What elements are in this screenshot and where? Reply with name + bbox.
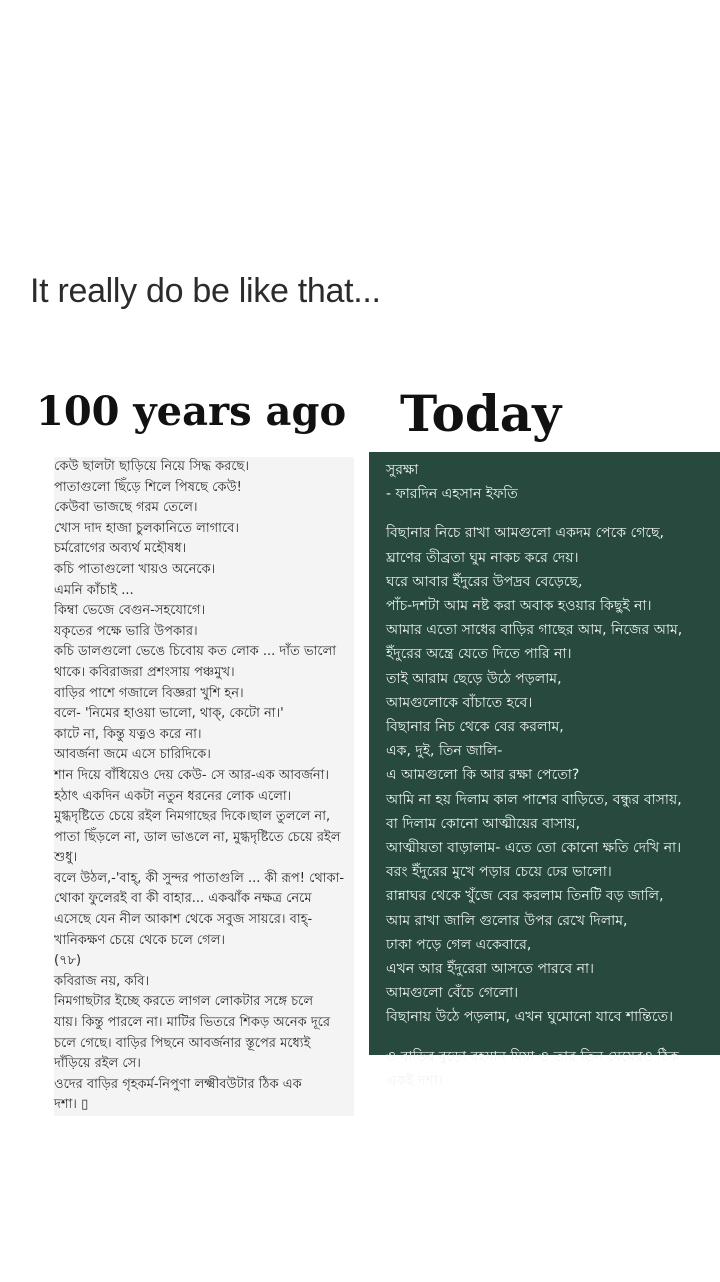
- poem-line: চলে গেছে। বাড়ির পিছনে আবর্জনার স্তূপের মধ্যেই: [54, 1035, 311, 1051]
- meme-caption: It really do be like that...: [30, 272, 381, 310]
- poem-line: কেউ ছালটা ছাড়িয়ে নিয়ে সিদ্ধ করছে।: [54, 459, 250, 474]
- poem-line: আমগুলোকে বাঁচাতে হবে।: [386, 694, 533, 711]
- poem-line: আমার এতো সাধের বাড়ির গাছের আম, নিজের আম,: [386, 622, 683, 639]
- poem-stanza-1: [386, 521, 720, 1029]
- old-poem-excerpt: [54, 457, 354, 1116]
- poem-line: পাতাগুলো ছিঁড়ে শিলে পিষছে কেউ!: [54, 479, 242, 495]
- poem-line: কচি ডালগুলো ভেঙে চিবোয় কত লোক ... দাঁত ভালো: [54, 644, 337, 660]
- poem-line: খানিকক্ষণ চেয়ে থেকে চলে গেল।: [54, 932, 226, 948]
- poem-line: নিমগাছটার ইচ্ছে করতে লাগল লোকটার সঙ্গে চলে: [54, 994, 314, 1010]
- poem-line: শান দিয়ে বাঁধিয়েও দেয় কেউ- সে আর-এক আবর্জনা।: [54, 767, 330, 783]
- poem-line: দাঁড়িয়ে রইল সে।: [54, 1056, 141, 1072]
- poem-line: এক, দুই, তিন জালি-: [386, 743, 503, 760]
- poem-line: চর্মরোগের অব্যর্থ মহৌষধ।: [54, 541, 187, 557]
- poem-line: কচি পাতাগুলো খায়ও অনেকে।: [54, 561, 216, 577]
- poem-line: আম রাখা জালি গুলোর উপর রেখে দিলাম,: [386, 912, 628, 929]
- poem-line: শুধু।: [54, 850, 78, 866]
- poem-line: তাই আরাম ছেড়ে উঠে পড়লাম,: [386, 670, 562, 687]
- poem-line: যকৃতের পক্ষে ভারি উপকার।: [54, 623, 198, 639]
- poem-line: (৭৮): [54, 953, 82, 969]
- right-heading: Today: [400, 384, 562, 443]
- poem-line: বিছানার নিচ থেকে বের করলাম,: [386, 719, 564, 736]
- poem-line: বলে- 'নিমের হাওয়া ভালো, থাক্, কেটো না।': [54, 706, 284, 722]
- poem-line: একই দশা।: [386, 1072, 443, 1089]
- poem-line: বলে উঠল,-'বাহ্‌, কী সুন্দর পাতাগুলি ... কী রূপ! থোকা-: [54, 870, 345, 886]
- poem-line: যায়। কিন্তু পারলে না। মাটির ভিতরে শিকড় অনেক দূরে: [54, 1015, 331, 1031]
- poem-line: রান্নাঘর থেকে খুঁজে বের করলাম তিনটি বড় জালি,: [386, 888, 664, 905]
- left-heading: 100 years ago: [36, 388, 347, 435]
- poem-line: ইঁদুরের অন্ত্রে যেতে দিতে পারি না।: [386, 646, 572, 663]
- poem-line: খোস দাদ হাজা চুলকানিতে লাগাবে।: [54, 520, 240, 536]
- poem-line: এমনি কাঁচাই ...: [54, 582, 134, 598]
- poem-line: থাকে। কবিরাজরা প্রশংসায় পঞ্চমুখ।: [54, 664, 235, 680]
- poem-line: কাটে না, কিন্তু যত্নও করে না।: [54, 726, 202, 742]
- poem-line: কবিরাজ নয়, কবি।: [54, 973, 150, 989]
- poem-line: এখন আর ইঁদুরেরা আসতে পারবে না।: [386, 961, 595, 978]
- poem-line: মুগ্ধদৃষ্টিতে চেয়ে রইল নিমগাছের দিকে।ছাল তুললে না,: [54, 809, 331, 825]
- poem-stanza-2: [386, 1045, 720, 1093]
- poem-line: এ আমগুলো কি আর রক্ষা পেতো?: [386, 767, 580, 784]
- poem-line: পাঁচ-দশটা আম নষ্ট করা অবাক হওয়ার কিছুই না।: [386, 598, 652, 615]
- modern-poem-panel: [369, 452, 720, 1089]
- poem-line: ওদের বাড়ির গৃহকর্ম-নিপুণা লক্ষ্মীবউটার ঠিক এক: [54, 1076, 302, 1092]
- poem-line: আমগুলো বেঁচে গেলো।: [386, 985, 519, 1002]
- poem-line: বাড়ির পাশে গজালে বিজ্ঞরা খুশি হন।: [54, 685, 244, 701]
- poem-line: বা দিলাম কোনো আত্মীয়ের বাসায়,: [386, 815, 581, 832]
- poem-line: দশা। ▯: [54, 1097, 89, 1113]
- stanza-gap: [386, 506, 720, 521]
- poem-line: ও বাড়ির বুড়ো রহমান মিয়া ও তার তিন মেয়েরও ঠিক: [386, 1048, 679, 1065]
- poem-line: ঢাকা পড়ে গেল একেবারে,: [386, 936, 532, 953]
- poem-line: বরং ইঁদুরের মুখে পড়ার চেয়ে ঢের ভালো।: [386, 864, 612, 881]
- poem-line: আত্মীয়তা বাড়ালাম- এতে তো কোনো ক্ষতি দেখি না।: [386, 840, 682, 857]
- poem-line: হঠাৎ একদিন একটা নতুন ধরনের লোক এলো।: [54, 788, 292, 804]
- poem-line: বিছানার নিচে রাখা আমগুলো একদম পেকে গেছে,: [386, 525, 664, 542]
- poem-line: পাতা ছিঁড়লে না, ডাল ভাঙলে না, মুগ্ধদৃষ্টিতে চেয়ে রইল: [54, 829, 341, 845]
- poem-line: ঘ্রাণের তীব্রতা ঘুম নাকচ করে দেয়।: [386, 549, 579, 566]
- poem-line: আবর্জনা জমে এসে চারিদিকে।: [54, 747, 211, 763]
- poem-line: এসেছে যেন নীল আকাশ থেকে সবুজ সায়রে। বাহ্‌-: [54, 912, 313, 928]
- stanza-gap: [386, 1030, 720, 1045]
- poem-line: কেউবা ভাজছে গরম তেলে।: [54, 500, 198, 516]
- poem-line: থোকা ফুলেরই বা কী বাহার... একঝাঁক নক্ষত্র নেমে: [54, 891, 312, 907]
- poem-author: - ফারদিন এহসান ইফতি: [386, 486, 518, 503]
- poem-title: সুরক্ষা: [386, 462, 419, 478]
- poem-line: আমি না হয় দিলাম কাল পাশের বাড়িতে, বন্ধুর বাসায়,: [386, 791, 682, 808]
- poem-line: ঘরে আবার ইঁদুরের উপদ্রব বেড়েছে,: [386, 573, 583, 590]
- poem-line: কিম্বা ভেজে বেগুন-সহযোগে।: [54, 603, 206, 619]
- poem-line: বিছানায় উঠে পড়লাম, এখন ঘুমোনো যাবে শান্তিতে।: [386, 1009, 673, 1026]
